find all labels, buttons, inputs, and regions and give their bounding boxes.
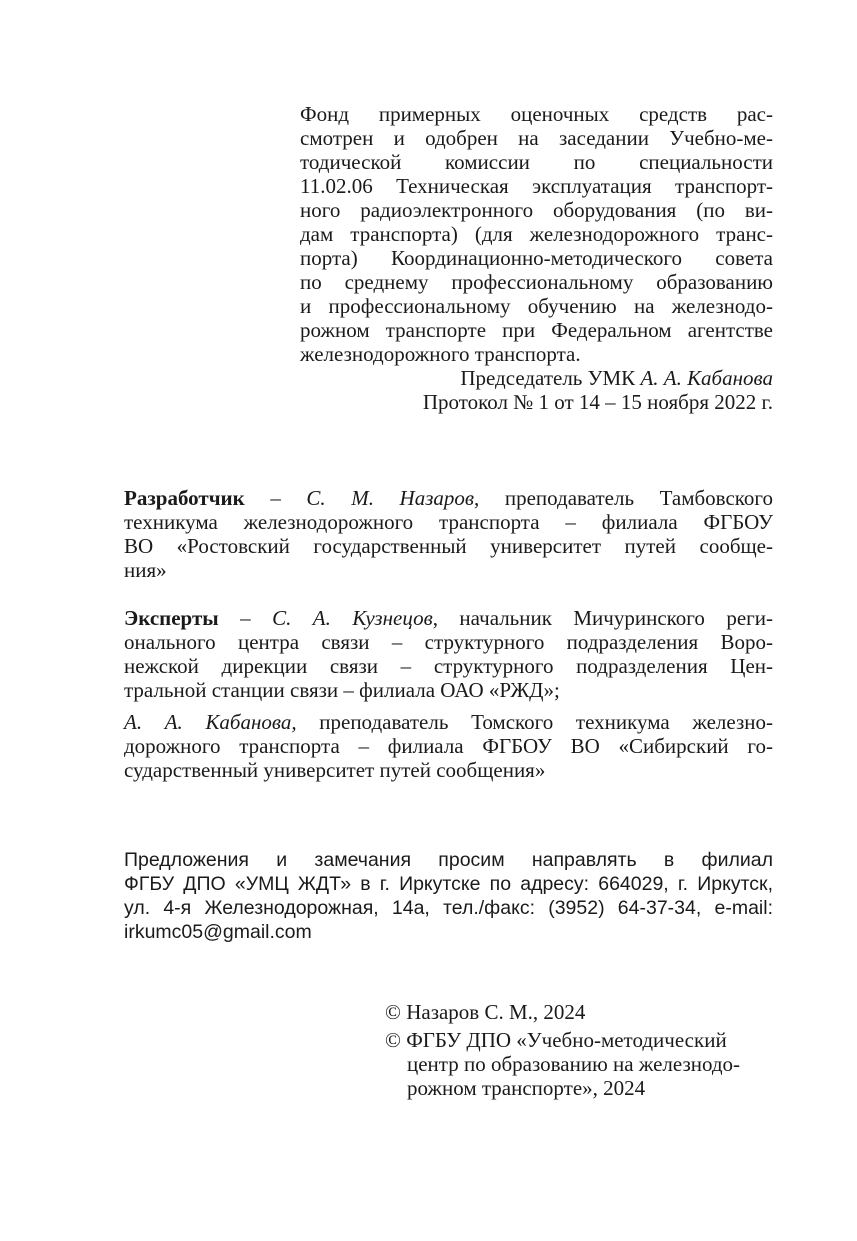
experts-line: сударственный университет путей сообщения»: [124, 758, 546, 782]
approval-line: тодической комиссии по специальности: [300, 150, 773, 174]
approval-line: по среднему профессиональному образованию: [300, 270, 773, 294]
copyright-line: центр по образованию на железнодо-: [407, 1052, 741, 1076]
experts-label: Эксперты: [124, 606, 219, 630]
approval-line: ного радиоэлектронного оборудования (по ви-: [300, 198, 773, 222]
contact-line: Предложения и замечания просим направлять в филиал: [124, 849, 773, 871]
experts-line: нежской дирекции связи – структурного подразделения Цен-: [124, 654, 773, 678]
copyright-line: рожном транспорте», 2024: [407, 1076, 646, 1100]
approval-line: порта) Координационно-методического совета: [300, 246, 773, 270]
developer-line: [124, 486, 773, 510]
approval-line: и профессиональному обучению на железнодо-: [300, 294, 773, 318]
approval-chair: [300, 366, 773, 390]
approval-line: Фонд примерных оценочных средств рас-: [300, 102, 773, 126]
experts-line: [124, 606, 773, 630]
approval-protocol: Протокол № 1 от 14 – 15 ноября 2022 г.: [422, 390, 773, 414]
chair-name: А. А. Кабанова: [640, 366, 773, 390]
experts-line: тральной станции связи – филиала ОАО «РЖД»;: [124, 678, 560, 702]
copyright-line: © ФГБУ ДПО «Учебно-методический: [385, 1028, 727, 1052]
contact-line: ФГБУ ДПО «УМЦ ЖДТ» в г. Иркутске по адресу: 664029, г. Иркутск,: [124, 873, 773, 895]
developer-name: С. М. Назаров: [306, 486, 475, 510]
developer-line-text: , преподаватель Тамбовского: [474, 486, 774, 510]
experts-line: [124, 710, 773, 734]
developer-label: Разработчик: [124, 486, 245, 510]
developer-line: ВО «Ростовский государственный университет путей сообще-: [124, 534, 773, 558]
approval-line: рожном транспорте при Федеральном агентстве: [300, 318, 773, 342]
approval-line: смотрен и одобрен на заседании Учебно-ме-: [300, 126, 773, 150]
chair-label: Председатель УМК: [460, 366, 636, 390]
dash: –: [240, 606, 251, 630]
experts-line-text: , начальник Мичуринского реги-: [432, 606, 773, 630]
contact-email: irkumc05@gmail.com: [124, 921, 312, 943]
expert-name: С. А. Кузнецов: [272, 606, 433, 630]
approval-line: 11.02.06 Техническая эксплуатация транспорт-: [300, 174, 773, 198]
expert-name: А. А. Кабанова,: [124, 710, 297, 734]
experts-line: онального центра связи – структурного подразделения Воро-: [124, 630, 773, 654]
copyright-line: © Назаров С. М., 2024: [385, 1000, 586, 1024]
developer-line: ния»: [124, 558, 167, 582]
approval-line: железнодорожного транспорта.: [300, 342, 581, 366]
dash: –: [270, 486, 281, 510]
contact-line: ул. 4-я Железнодорожная, 14а, тел./факс: (3952) 64-37-34, e-mail:: [124, 897, 773, 919]
experts-line-text: преподаватель Томского техникума железно-: [296, 710, 773, 734]
experts-line: дорожного транспорта – филиала ФГБОУ ВО «Сибирский го-: [124, 734, 773, 758]
approval-line: дам транспорта) (для железнодорожного транс-: [300, 222, 773, 246]
developer-line: техникума железнодорожного транспорта – филиала ФГБОУ: [124, 510, 773, 534]
